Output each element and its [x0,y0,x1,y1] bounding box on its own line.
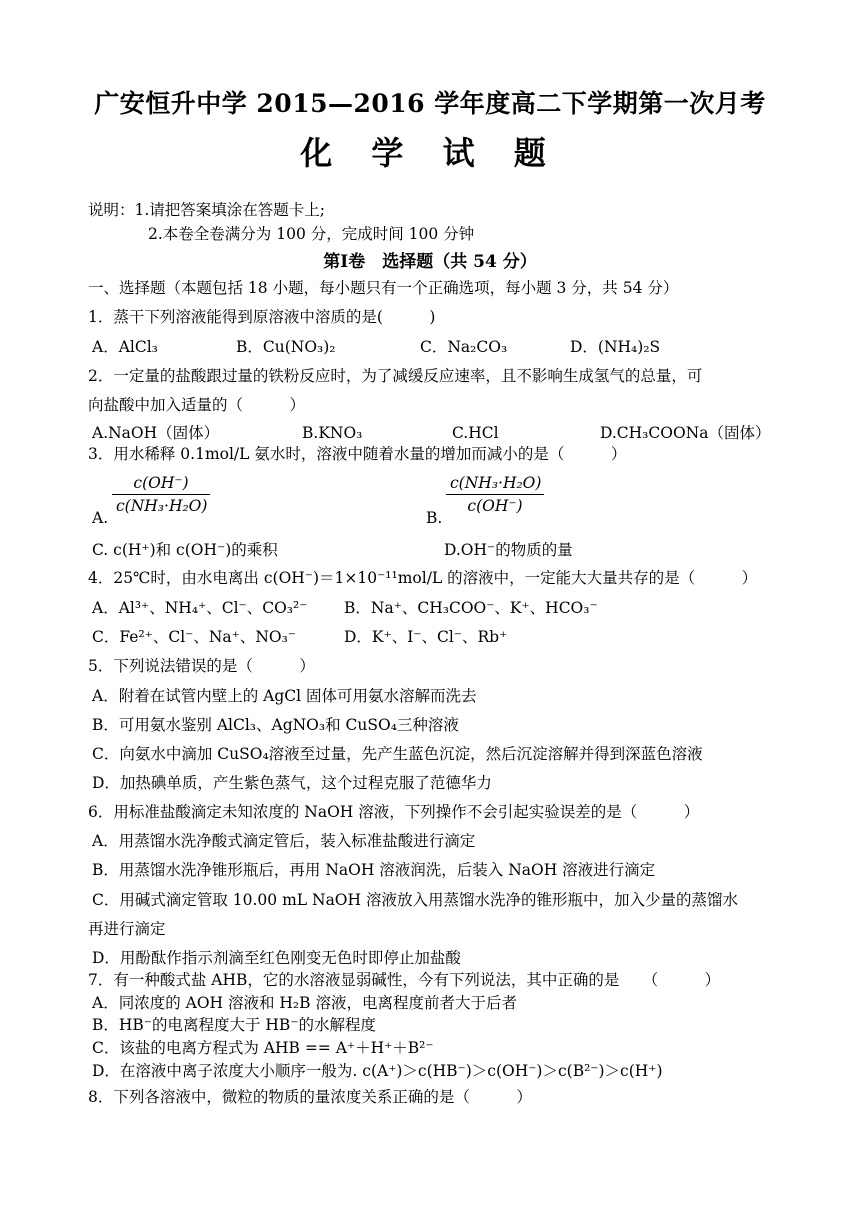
section-heading: 第Ⅰ卷 选择题（共 54 分） [323,252,537,272]
question-6-stem: 6．用标准盐酸滴定未知浓度的 NaOH 溶液，下列操作不会引起实验误差的是（ ） [88,803,700,821]
q4-option-a: A．Al³⁺、NH₄⁺、Cl⁻、CO₃²⁻ [92,599,308,617]
question-2-stem-line-2: 向盐酸中加入适量的（ ） [88,396,306,414]
question-1-stem: 1．蒸干下列溶液能得到原溶液中溶质的是( ) [88,308,436,326]
q2-option-b: B.KNO₃ [302,424,363,442]
q3-b-denominator: c(OH⁻) [467,497,523,515]
q6-option-c-line-2: 再进行滴定 [88,920,166,938]
q4-option-b: B．Na⁺、CH₃COO⁻、K⁺、HCO₃⁻ [344,599,598,617]
q3-option-a-label: A. [92,509,109,527]
q2-option-c: C.HCl [452,424,499,442]
q4-option-c: C．Fe²⁺、Cl⁻、Na⁺、NO₃⁻ [92,628,296,646]
q1-option-c: C．Na₂CO₃ [420,338,508,356]
q3-option-c: C. c(H⁺)和 c(OH⁻)的乘积 [92,541,278,559]
q3-a-numerator: c(OH⁻) [133,474,189,492]
question-5-stem: 5．下列说法错误的是（ ） [88,657,315,675]
q4-option-d: D．K⁺、I⁻、Cl⁻、Rb⁺ [344,628,508,646]
q5-option-a: A．附着在试管内壁上的 AgCl 固体可用氨水溶解而洗去 [92,687,477,705]
q5-option-d: D．加热碘单质，产生紫色蒸气，这个过程克服了范德华力 [92,774,492,792]
q6-option-c-line-1: C．用碱式滴定管取 10.00 mL NaOH 溶液放入用蒸馏水洗净的锥形瓶中，加入少量的蒸馏水 [92,891,738,909]
section-instruction: 一、选择题（本题包括 18 小题，每小题只有一个正确选项，每小题 3 分，共 54 分） [88,279,679,297]
question-3-stem: 3．用水稀释 0.1mol/L 氨水时，溶液中随着水量的增加而减小的是（ ） [88,445,627,463]
q1-option-b: B．Cu(NO₃)₂ [236,338,336,356]
q6-option-a: A．用蒸馏水洗净酸式滴定管后，装入标准盐酸进行滴定 [92,832,476,850]
q1-option-a: A．AlCl₃ [92,338,158,356]
q7-option-a: A．同浓度的 AOH 溶液和 H₂B 溶液，电离程度前者大于后者 [92,994,517,1012]
exam-title: 广安恒升中学 2015—2016 学年度高二下学期第一次月考 [94,89,766,118]
question-7-stem: 7．有一种酸式盐 AHB，它的水溶液显弱碱性，今有下列说法，其中正确的是 （ ） [88,971,721,989]
q3-option-b-fraction [446,474,544,515]
note-line-2: 2.本卷全卷满分为 100 分，完成时间 100 分钟 [148,225,475,243]
q2-option-a: A.NaOH（固体） [92,424,220,442]
q3-option-b-label: B. [426,509,443,527]
q7-option-d: D．在溶液中离子浓度大小顺序一般为. c(A⁺)＞c(HB⁻)＞c(OH⁻)＞c(B²⁻)＞c(H⁺) [92,1062,663,1080]
q3-option-d: D.OH⁻的物质的量 [444,541,573,559]
q3-option-a-fraction [112,474,210,515]
question-8-stem: 8．下列各溶液中，微粒的物质的量浓度关系正确的是（ ） [88,1088,532,1106]
q7-option-c: C．该盐的电离方程式为 AHB == A⁺＋H⁺＋B²⁻ [92,1039,434,1057]
q2-option-d: D.CH₃COONa（固体） [600,424,771,442]
q5-option-c: C．向氨水中滴加 CuSO₄溶液至过量，先产生蓝色沉淀，然后沉淀溶解并得到深蓝色溶液 [92,745,703,763]
q3-b-numerator: c(NH₃·H₂O) [450,474,542,492]
q5-option-b: B．可用氨水鉴别 AlCl₃、AgNO₃和 CuSO₄三种溶液 [92,716,459,734]
q1-option-d: D．(NH₄)₂S [570,338,661,356]
q3-a-denominator: c(NH₃·H₂O) [116,497,208,515]
question-4-stem: 4．25℃时，由水电离出 c(OH⁻)＝1×10⁻¹¹mol/L 的溶液中，一定能大大量共存的是（ ） [88,569,758,587]
question-2-stem-line-1: 2．一定量的盐酸跟过量的铁粉反应时，为了减缓反应速率，且不影响生成氢气的总量，可 [88,367,703,385]
q7-option-b: B．HB⁻的电离程度大于 HB⁻的水解程度 [92,1016,376,1034]
note-line-1: 说明：1.请把答案填涂在答题卡上; [88,201,326,219]
subject-title: 化 学 试 题 [300,134,560,172]
q6-option-d: D．用酚酞作指示剂滴至红色刚变无色时即停止加盐酸 [92,949,461,967]
q6-option-b: B．用蒸馏水洗净锥形瓶后，再用 NaOH 溶液润洗，后装入 NaOH 溶液进行滴定 [92,861,656,879]
